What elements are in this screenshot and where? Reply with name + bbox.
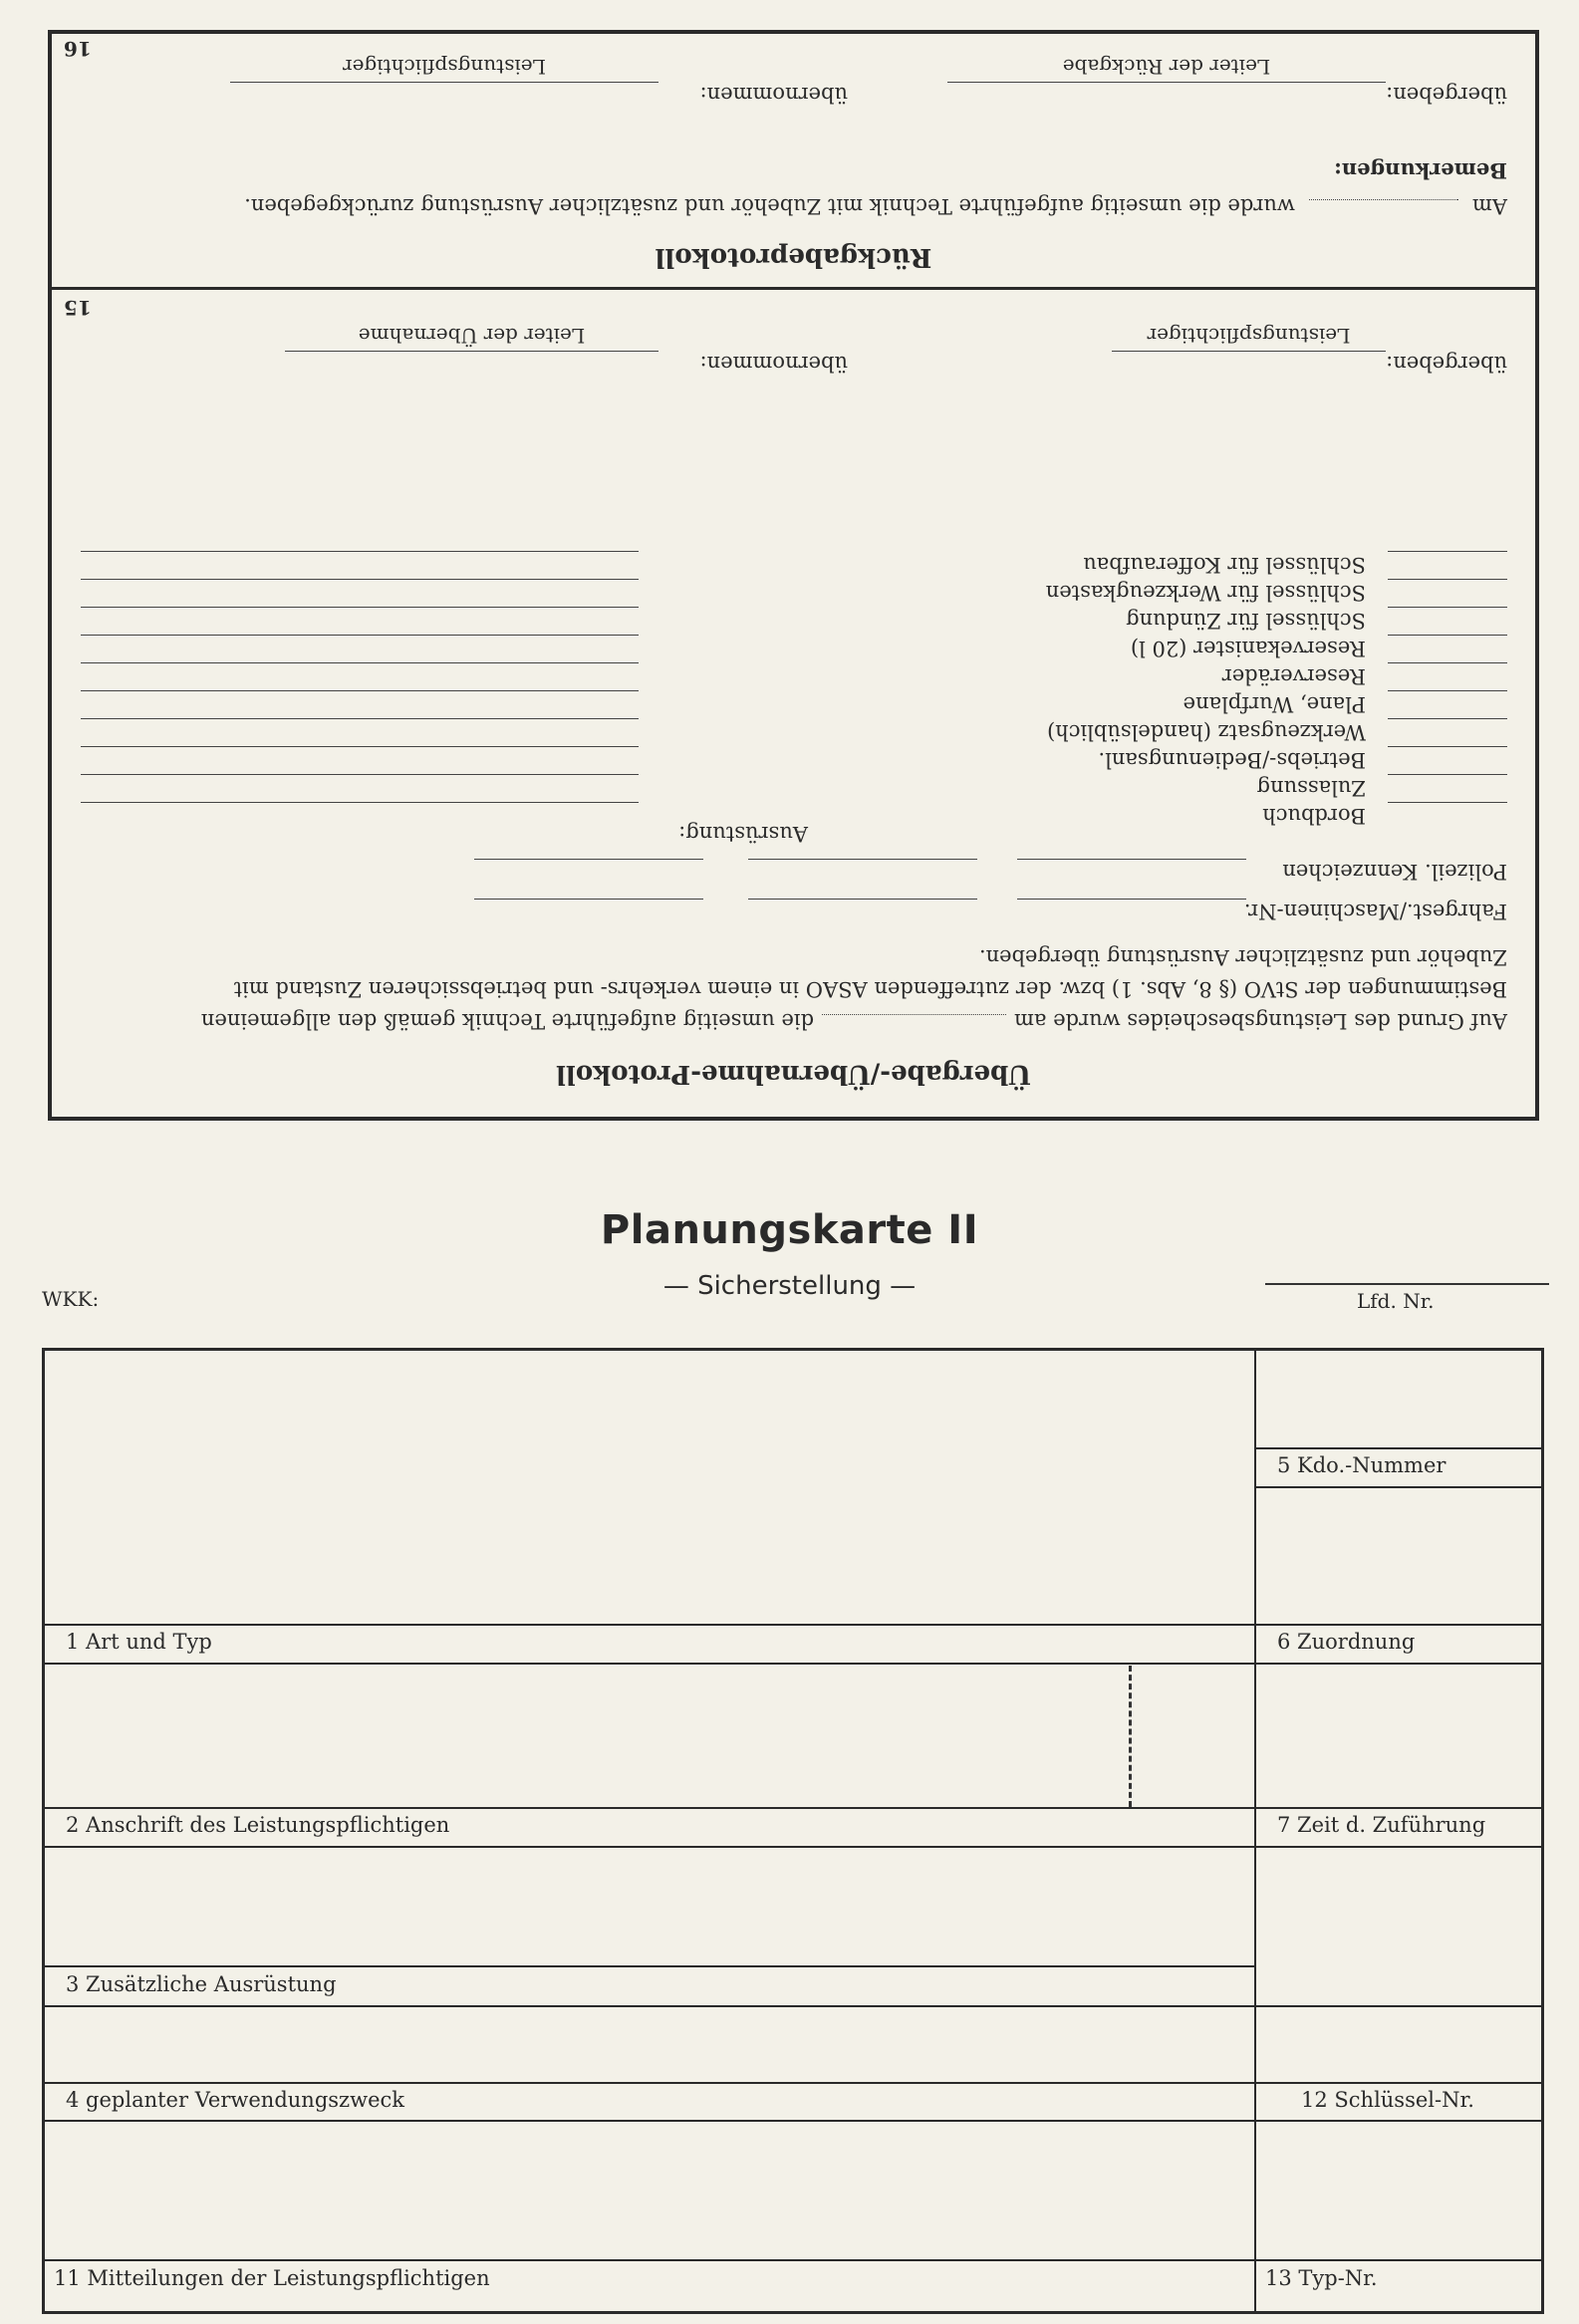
rule-1-top — [42, 1624, 1254, 1626]
equipment-item-check-line[interactable] — [1388, 746, 1507, 747]
handover-text-a: Auf Grund des Leistungsbescheides wurde am — [1014, 1009, 1507, 1033]
kdo-number-input[interactable] — [1258, 1352, 1541, 1445]
rule-6-bottom — [1254, 1663, 1544, 1665]
return-title: Rückgabeprotokoll — [655, 242, 932, 272]
field-3-label: 3 Zusätzliche Ausrüstung — [66, 1972, 337, 1996]
chassis-field-3[interactable] — [474, 899, 703, 900]
equipment-item-line[interactable] — [81, 690, 639, 691]
plate-field-1[interactable] — [1017, 859, 1246, 860]
chassis-field-1[interactable] — [1017, 899, 1246, 900]
equipment-item-label: Reserveräder — [1221, 664, 1366, 688]
equipment-item-line[interactable] — [81, 579, 639, 580]
equipment-item-line[interactable] — [81, 607, 639, 608]
return-handed-label: übergeben: — [1386, 83, 1507, 107]
handover-taken-label: übernommen: — [699, 352, 848, 376]
field-12-label: 12 Schlüssel-Nr. — [1301, 2088, 1474, 2112]
return-sig-right-label: Leistungspflichtiger — [343, 55, 546, 79]
return-line — [244, 190, 1507, 222]
handover-sig-left-label: Leistungspflichtiger — [1147, 324, 1351, 348]
field-2-label: 2 Anschrift des Leistungspflichtigen — [66, 1813, 450, 1837]
plate-field-3[interactable] — [474, 859, 703, 860]
handover-paragraph-line3: Zubehör und zusätzlicher Ausrüstung übergeben. — [978, 945, 1507, 969]
rule-2-bottom — [42, 1846, 1254, 1848]
equipment-item-line[interactable] — [81, 662, 639, 663]
handover-paragraph-line1 — [201, 1005, 1507, 1037]
equipment-item-line[interactable] — [81, 635, 639, 636]
remarks-label: Bemerkungen: — [1334, 158, 1507, 183]
rule-3-top — [42, 1965, 1254, 1967]
return-text: wurde die umseitig aufgeführte Technik mit Zubehör und zusätzlicher Ausrüstung zurückgegeben. — [244, 194, 1295, 218]
equipment-item-label: Zulassung — [1256, 776, 1366, 800]
equipment-item-line[interactable] — [81, 774, 639, 775]
equipment-item-label: Schlüssel für Werkzeugkasten — [1045, 581, 1366, 605]
equipment-item-check-line[interactable] — [1388, 662, 1507, 663]
return-sign-line-right[interactable] — [230, 82, 658, 83]
type-input-area[interactable] — [46, 1352, 1251, 1621]
handover-title: Übergabe-/Übernahme-Protokoll — [556, 1059, 1031, 1089]
zuordnung-input[interactable] — [1258, 1490, 1541, 1622]
address-input[interactable] — [46, 1667, 1127, 1804]
field-4-label: 4 geplanter Verwendungszweck — [66, 2088, 404, 2112]
additional-equipment-input[interactable] — [46, 1850, 1251, 1961]
rule-7-bottom — [1254, 1846, 1544, 1848]
date-dotted-line[interactable] — [822, 1014, 1006, 1015]
return-taken-label: übernommen: — [699, 83, 848, 107]
protocol-frame — [48, 30, 1539, 1121]
field-6-label: 6 Zuordnung — [1277, 1630, 1416, 1654]
lfd-number-line[interactable] — [1265, 1283, 1549, 1285]
equipment-item-check-line[interactable] — [1388, 774, 1507, 775]
equipment-item-label: Betriebs-/Bedienungsanl. — [1098, 748, 1366, 772]
equipment-item-check-line[interactable] — [1388, 551, 1507, 552]
purpose-input[interactable] — [46, 2124, 1251, 2256]
handover-paragraph-line2: Bestimmungen der StVO (§ 8, Abs. 1) bzw. der zutreffenden ASAO in einem verkehrs- und betriebssicheren Zustand mit — [233, 977, 1507, 1001]
rule-5-top — [1254, 1447, 1544, 1449]
plate-number-label: Polizeil. Kennzeichen — [1282, 860, 1507, 884]
return-date-dotted-line[interactable] — [1309, 199, 1458, 200]
field-5-label: 5 Kdo.-Nummer — [1277, 1453, 1447, 1477]
equipment-item-check-line[interactable] — [1388, 718, 1507, 719]
rule-5-bottom — [1254, 1486, 1544, 1488]
section-divider — [52, 287, 1535, 290]
equipment-label: Ausrüstung: — [678, 822, 808, 846]
equipment-item-check-line[interactable] — [1388, 690, 1507, 691]
am-label: Am — [1471, 194, 1507, 218]
equipment-item-check-line[interactable] — [1388, 607, 1507, 608]
equipment-item-check-line[interactable] — [1388, 802, 1507, 803]
rotated-protocol-section — [0, 0, 1579, 1156]
chassis-field-2[interactable] — [748, 899, 977, 900]
page-number-16: 16 — [64, 37, 92, 61]
rule-6-top — [1254, 1624, 1544, 1626]
wkk-label: WKK: — [42, 1287, 100, 1311]
card-title: Planungskarte II — [600, 1207, 979, 1253]
equipment-item-line[interactable] — [81, 746, 639, 747]
equipment-item-label: Bordbuch — [1262, 804, 1366, 828]
rule-2-top — [42, 1807, 1544, 1809]
handover-text-b: die umseitig aufgeführte Technik gemäß den allgemeinen — [200, 1009, 815, 1033]
field-7-label: 7 Zeit d. Zuführung — [1277, 1813, 1486, 1837]
page-number-15: 15 — [64, 296, 92, 320]
rule-4-bottom — [42, 2120, 1544, 2122]
field-11-label: 11 Mitteilungen der Leistungspflichtigen — [54, 2266, 490, 2290]
return-sign-line-left[interactable] — [947, 82, 1386, 83]
chassis-number-label: Fahrgest./Maschinen-Nr. — [1243, 900, 1507, 923]
lfd-number-label: Lfd. Nr. — [1357, 1289, 1435, 1313]
rule-3-bottom — [42, 2005, 1544, 2007]
equipment-item-line[interactable] — [81, 718, 639, 719]
equipment-item-label: Reservekanister (20 l) — [1130, 637, 1366, 660]
equipment-item-label: Werkzeugsatz (handelsüblich) — [1046, 720, 1366, 744]
return-sig-left-label: Leiter der Rückgabe — [1062, 55, 1271, 79]
column-divider — [1254, 1348, 1256, 2314]
card-subtitle: — Sicherstellung — — [662, 1271, 917, 1301]
dashed-divider — [1129, 1666, 1132, 1807]
plate-field-2[interactable] — [748, 859, 977, 860]
field-13-label: 13 Typ-Nr. — [1265, 2266, 1378, 2290]
equipment-item-line[interactable] — [81, 802, 639, 803]
equipment-item-label: Plane, Wurfplane — [1183, 692, 1366, 716]
equipment-item-label: Schlüssel für Zündung — [1126, 609, 1366, 633]
key-number-input[interactable] — [1258, 2124, 1541, 2256]
handover-handed-label: übergeben: — [1386, 352, 1507, 376]
handover-sign-line-right[interactable] — [285, 351, 658, 352]
rule-1-bottom — [42, 1663, 1254, 1665]
handover-sign-line-left[interactable] — [1112, 351, 1386, 352]
equipment-item-line[interactable] — [81, 551, 639, 552]
equipment-item-check-line[interactable] — [1388, 635, 1507, 636]
handover-sig-right-label: Leiter der Übernahme — [358, 324, 586, 348]
rule-4-top — [42, 2082, 1544, 2084]
rule-11-top — [42, 2259, 1544, 2261]
field-1-label: 1 Art und Typ — [66, 1630, 212, 1654]
equipment-item-check-line[interactable] — [1388, 579, 1507, 580]
equipment-item-label: Schlüssel für Kofferaufbau — [1083, 553, 1366, 577]
